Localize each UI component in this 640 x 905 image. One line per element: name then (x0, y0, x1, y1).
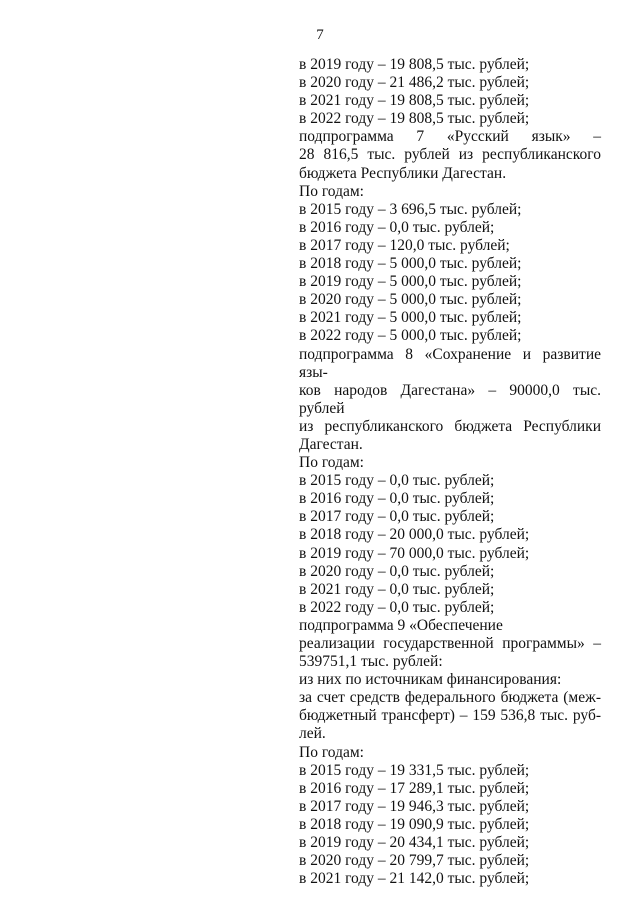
text-line: в 2019 году – 70 000,0 тыс. рублей; (299, 544, 530, 562)
text-line: подпрограмма 9 «Обеспечение (299, 616, 503, 634)
text-line: По годам: (299, 454, 364, 472)
text-line: в 2022 году – 19 808,5 тыс. рублей; (299, 110, 530, 128)
text-line: в 2015 году – 3 696,5 тыс. рублей; (299, 200, 522, 218)
text-line: в 2022 году – 0,0 тыс. рублей; (299, 598, 495, 616)
text-line: 539751,1 тыс. рублей: (299, 653, 443, 671)
text-line: в 2019 году – 5 000,0 тыс. рублей; (299, 273, 522, 291)
text-line: реализации государственной программы» – (299, 635, 601, 652)
text-line: за счет средств федерального бюджета (меж- (299, 689, 601, 707)
text-line: в 2021 году – 0,0 тыс. рублей; (299, 580, 495, 598)
text-line: в 2020 году – 5 000,0 тыс. рублей; (299, 291, 522, 309)
document-body (299, 56, 601, 888)
text-line: из них по источникам финансирования: (299, 671, 562, 689)
text-line: в 2017 году – 0,0 тыс. рублей; (299, 508, 495, 526)
text-line: в 2021 году – 5 000,0 тыс. рублей; (299, 309, 522, 327)
text-line: в 2020 году – 0,0 тыс. рублей; (299, 562, 495, 580)
text-line: в 2018 году – 5 000,0 тыс. рублей; (299, 255, 522, 273)
text-line: ков народов Дагестана» – 90000,0 тыс. рублей (299, 381, 601, 417)
text-line: в 2016 году – 0,0 тыс. рублей; (299, 218, 495, 236)
text-line: подпрограмма 7 «Русский язык» – (299, 128, 601, 146)
text-line: в 2018 году – 20 000,0 тыс. рублей; (299, 526, 530, 544)
text-line: в 2022 году – 5 000,0 тыс. рублей; (299, 327, 522, 345)
text-line: из республиканского бюджета Республики (299, 417, 601, 435)
text-line: лей. (299, 725, 326, 743)
text-line: бюджета Республики Дагестан. (299, 164, 507, 182)
text-line: в 2016 году – 17 289,1 тыс. рублей; (299, 779, 530, 797)
text-line: в 2020 году – 20 799,7 тыс. рублей; (299, 852, 530, 870)
text-line: По годам: (299, 182, 364, 200)
text-line: Дагестан. (299, 435, 363, 453)
text-line: в 2015 году – 19 331,5 тыс. рублей; (299, 761, 530, 779)
text-line: По годам: (299, 743, 364, 761)
text-line: в 2018 году – 19 090,9 тыс. рублей; (299, 815, 530, 833)
text-line: в 2019 году – 20 434,1 тыс. рублей; (299, 834, 530, 852)
text-line: подпрограмма 8 «Сохранение и развитие язы- (299, 345, 601, 381)
text-line: в 2015 году – 0,0 тыс. рублей; (299, 472, 495, 490)
text-line: в 2017 году – 120,0 тыс. рублей; (299, 236, 510, 254)
text-line: 28 816,5 тыс. рублей из республиканского (299, 146, 601, 164)
text-line: в 2021 году – 21 142,0 тыс. рублей; (299, 870, 530, 888)
text-line: в 2021 году – 19 808,5 тыс. рублей; (299, 92, 530, 110)
text-line: в 2017 году – 19 946,3 тыс. рублей; (299, 797, 530, 815)
page-number: 7 (316, 27, 324, 43)
text-line: бюджетный трансферт) – 159 536,8 тыс. руб- (299, 707, 601, 725)
text-line: в 2019 году – 19 808,5 тыс. рублей; (299, 56, 530, 73)
text-line: в 2016 году – 0,0 тыс. рублей; (299, 490, 495, 508)
text-line: в 2020 году – 21 486,2 тыс. рублей; (299, 74, 530, 92)
